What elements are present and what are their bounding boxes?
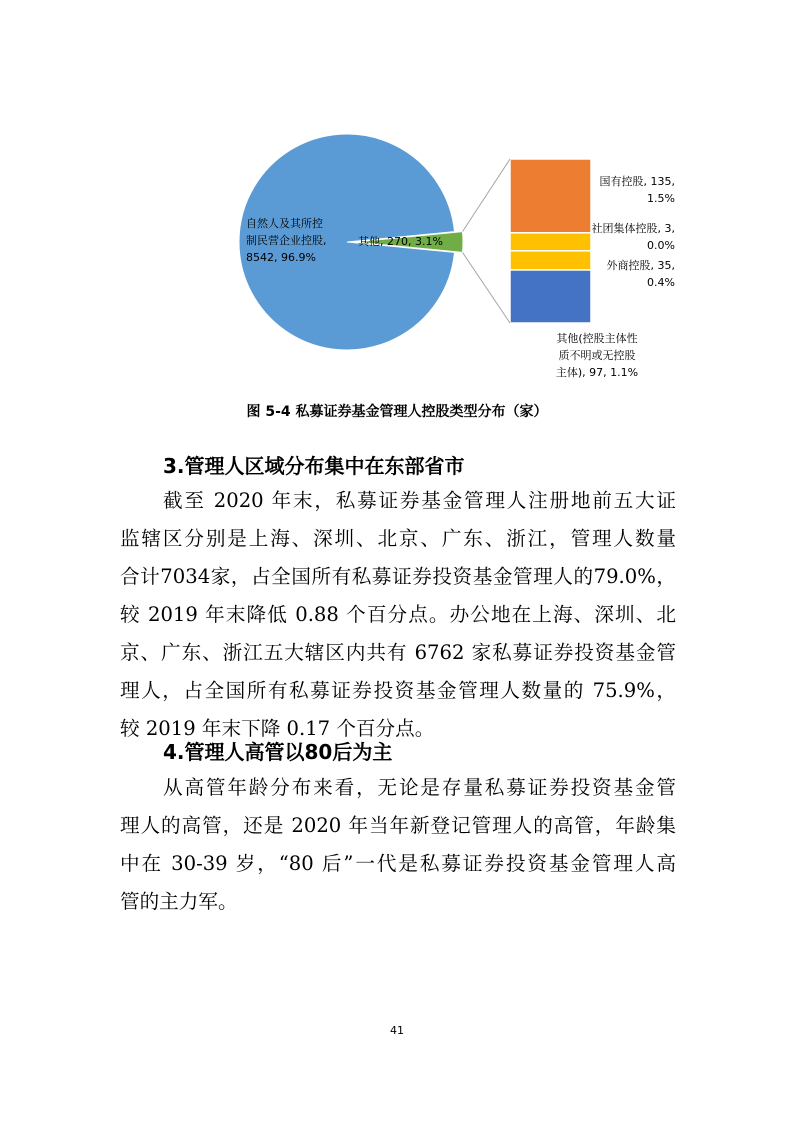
pie-of-bar-chart	[0, 0, 794, 400]
bar-data-label: 外商控股, 35, 0.4%	[606, 259, 675, 289]
figure-caption: 图 5-4 私募证券基金管理人控股类型分布（家）	[246, 404, 548, 420]
pie-data-label: 其他, 270, 3.1%	[358, 235, 443, 248]
paragraph-line: 监辖区分别是上海、深圳、北京、广东、浙江，管理人数量	[120, 527, 676, 550]
pie-data-label: 自然人及其所控制民营企业控股, 8542, 96.9%	[246, 217, 327, 264]
paragraph-line: 从高管年龄分布来看，无论是存量私募证券投资基金管	[163, 776, 676, 799]
bar-segment	[510, 251, 591, 270]
bar-data-label: 其他(控股主体性质不明或无控股主体), 97, 1.1%	[555, 332, 639, 379]
bar-data-label: 社团集体控股, 3, 0.0%	[591, 222, 675, 252]
paragraph-line: 理人，占全国所有私募证券投资基金管理人数量的 75.9%，	[120, 679, 676, 702]
bar-segment	[510, 270, 591, 323]
paragraph-line: 理人的高管，还是 2020 年当年新登记管理人的高管，年龄集	[120, 814, 676, 837]
bar-data-label: 国有控股, 135, 1.5%	[599, 175, 675, 205]
connector-line	[463, 159, 510, 232]
paragraph-line: 中在 30-39 岁，“80 后”一代是私募证券投资基金管理人高	[120, 852, 676, 875]
bar-segment	[510, 159, 591, 233]
section-3-paragraph	[120, 482, 676, 748]
section-3-heading: 3.管理人区域分布集中在东部省市	[163, 454, 465, 478]
connector-line	[463, 252, 510, 323]
page-number: 41	[390, 1024, 404, 1037]
section-4-paragraph	[120, 769, 676, 921]
paragraph-line: 京、广东、浙江五大辖区内共有 6762 家私募证券投资基金管	[120, 641, 676, 664]
paragraph-line: 管的主力军。	[120, 890, 238, 913]
paragraph-line: 合计7034家，占全国所有私募证券投资基金管理人的79.0%，	[120, 565, 676, 588]
section-4-heading: 4.管理人高管以80后为主	[163, 740, 393, 764]
bar-segment	[510, 233, 591, 251]
paragraph-line: 较 2019 年末降低 0.88 个百分点。办公地在上海、深圳、北	[120, 603, 676, 626]
paragraph-line: 较 2019 年末下降 0.17 个百分点。	[120, 717, 435, 740]
paragraph-line: 截至 2020 年末，私募证券基金管理人注册地前五大证	[163, 489, 676, 512]
